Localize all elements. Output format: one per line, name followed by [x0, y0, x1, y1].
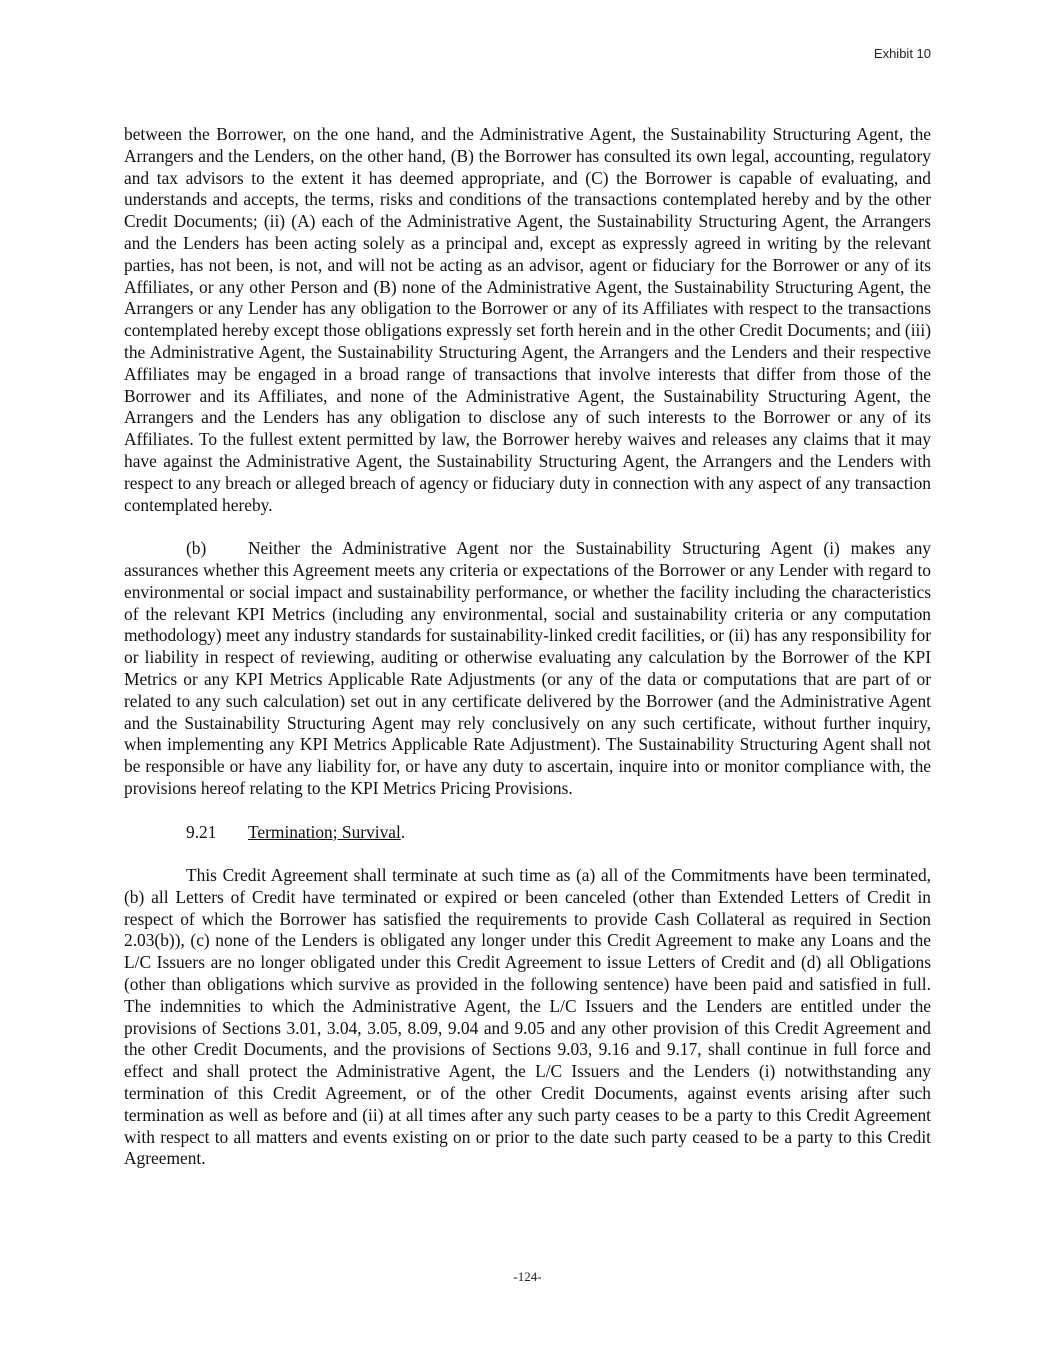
exhibit-label: Exhibit 10 — [873, 46, 931, 61]
section-title-suffix: . — [400, 821, 406, 842]
section-title: Termination; Survival — [248, 821, 401, 842]
continued-paragraph: between the Borrower, on the one hand, and the Administrative Agent, the Sustainability Structuring Agent, the Arrangers and the Lenders, on the other hand, (B) the Borrower has consulted its own legal, accounting, regulatory and tax advisors to the extent it has deemed appropriate, and (C) the Borrower is capable of evaluating, and understands and accepts, the terms, risks and conditions of the transactions contemplated hereby and by the other Credit Documents; (ii) (A) each of the Administrative Agent, the Sustainability Structuring Agent, the Arrangers and the Lenders has been acting solely as a principal and, except as expressly agreed in writing by the relevant parties, has not been, is not, and will not be acting as an advisor, agent or fiduciary for the Borrower or any of its Affiliates, or any other Person and (B) none of the Administrative Agent, the Sustainability Structuring Agent, the Arrangers or any Lender has any obligation to the Borrower or any of its Affiliates with respect to the transactions contemplated hereby except those obligations expressly set forth herein and in the other Credit Documents; and (iii) the Administrative Agent, the Sustainability Structuring Agent, the Arrangers and the Lenders and their respective Affiliates may be engaged in a broad range of transactions that involve interests that differ from those of the Borrower and its Affiliates, and none of the Administrative Agent, the Sustainability Structuring Agent, the Arrangers and the Lenders has any obligation to disclose any of such interests to the Borrower or any of its Affiliates. To the fullest extent permitted by law, the Borrower hereby waives and releases any claims that it may have against the Administrative Agent, the Sustainability Structuring Agent, the Arrangers and the Lenders with respect to any breach or alleged breach of agency or fiduciary duty in connection with any aspect of any transaction contemplated hereby. — [124, 124, 931, 515]
page-number: -124- — [513, 1269, 542, 1284]
section-heading-921 — [124, 822, 931, 844]
document-body — [124, 124, 931, 1192]
clause-b-marker: (b) — [186, 538, 207, 559]
clause-b-paragraph — [124, 538, 931, 800]
clause-b-text: Neither the Administrative Agent nor the Sustainability Structuring Agent (i) makes any assurances whether this Agreement meets any criteria or expectations of the Borrower or any Lender with regard to environmental or social impact and sustainability performance, or whether the facility including the characteristics of the relevant KPI Metrics (including any environmental, social and sustainability criteria or any computation methodology) meet any industry standards for sustainability-linked credit facilities, or (ii) has any responsibility for or liability in respect of reviewing, auditing or otherwise evaluating any calculation by the Borrower of the KPI Metrics or any KPI Metrics Applicable Rate Adjustments (or any of the data or computations that are part of or related to any such calculation) set out in any certificate delivered by the Borrower (and the Administrative Agent and the Sustainability Structuring Agent may rely conclusively on any such certificate, without further inquiry, when implementing any KPI Metrics Applicable Rate Adjustment). The Sustainability Structuring Agent shall not be responsible or have any liability for, or have any duty to ascertain, inquire into or monitor compliance with, the provisions hereof relating to the KPI Metrics Pricing Provisions. — [124, 538, 931, 798]
termination-paragraph: This Credit Agreement shall terminate at such time as (a) all of the Commitments have been terminated, (b) all Letters of Credit have terminated or expired or been canceled (other than Extended Letters of Credit in respect of which the Borrower has satisfied the requirements to provide Cash Collateral as required in Section 2.03(b)), (c) none of the Lenders is obligated any longer under this Credit Agreement to make any Loans and the L/C Issuers are no longer obligated under this Credit Agreement to issue Letters of Credit and (d) all Obligations (other than obligations which survive as provided in the following sentence) have been paid and satisfied in full. The indemnities to which the Administrative Agent, the L/C Issuers and the Lenders are entitled under the provisions of Sections 3.01, 3.04, 3.05, 8.09, 9.04 and 9.05 and any other provision of this Credit Agreement and the other Credit Documents, and the provisions of Sections 9.03, 9.16 and 9.17, shall continue in full force and effect and shall protect the Administrative Agent, the L/C Issuers and the Lenders (i) notwithstanding any termination of this Credit Agreement, or of the other Credit Documents, against events arising after such termination as well as before and (ii) at all times after any such party ceases to be a party to this Credit Agreement with respect to all matters and events existing on or prior to the date such party ceased to be a party to this Credit Agreement. — [124, 865, 931, 1169]
section-number: 9.21 — [186, 821, 217, 842]
